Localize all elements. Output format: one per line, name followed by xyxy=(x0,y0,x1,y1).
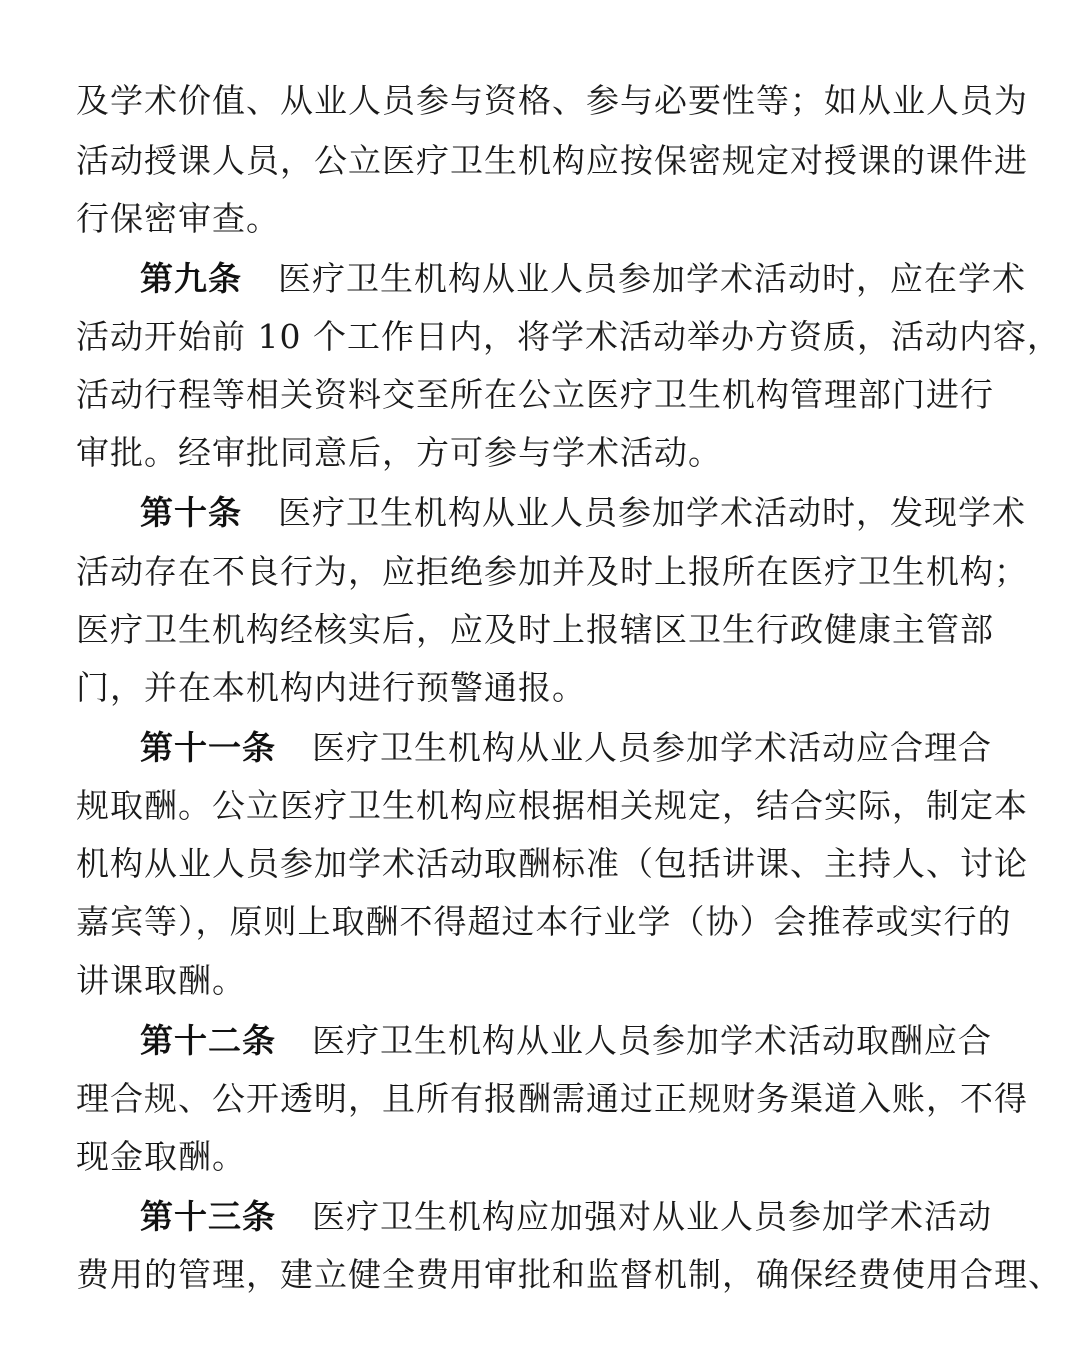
text-line: 活动授课人员，公立医疗卫生机构应按保密规定对授课的课件进 xyxy=(76,141,1028,180)
text-line: 活动存在不良行为，应拒绝参加并及时上报所在医疗卫生机构； xyxy=(76,552,1028,591)
article-number: 第十二条 xyxy=(140,1021,276,1060)
text-line: 医疗卫生机构从业人员参加学术活动取酬应合 xyxy=(312,1021,992,1060)
article-number: 第十三条 xyxy=(140,1197,276,1236)
text-line: 讲课取酬。 xyxy=(76,961,246,1000)
text-line: 活动开始前 10 个工作日内，将学术活动举办方资质，活动内容， xyxy=(76,317,1061,356)
text-line: 医疗卫生机构从业人员参加学术活动时，发现学术 xyxy=(278,493,1026,532)
text-line: 医疗卫生机构应加强对从业人员参加学术活动 xyxy=(312,1197,992,1236)
text-line: 审批。经审批同意后，方可参与学术活动。 xyxy=(76,433,722,472)
text-line: 活动行程等相关资料交至所在公立医疗卫生机构管理部门进行 xyxy=(76,375,994,414)
text-line: 行保密审查。 xyxy=(76,199,280,238)
text-line: 费用的管理，建立健全费用审批和监督机制，确保经费使用合理、 xyxy=(76,1255,1062,1294)
text-line: 门，并在本机构内进行预警通报。 xyxy=(76,668,586,707)
article-number: 第十条 xyxy=(140,493,242,532)
article-first-line xyxy=(140,250,1026,308)
text-line: 医疗卫生机构从业人员参加学术活动应合理合 xyxy=(312,728,992,767)
text-line: 规取酬。公立医疗卫生机构应根据相关规定，结合实际，制定本 xyxy=(76,786,1028,825)
article-number: 第九条 xyxy=(140,259,242,298)
text-line: 医疗卫生机构从业人员参加学术活动时，应在学术 xyxy=(278,259,1026,298)
text-line: 现金取酬。 xyxy=(76,1137,246,1176)
text-line: 嘉宾等），原则上取酬不得超过本行业学（协）会推荐或实行的 xyxy=(76,902,1012,941)
article-first-line xyxy=(140,1188,992,1246)
article-first-line xyxy=(140,484,1026,542)
article-first-line xyxy=(140,719,992,777)
text-line: 理合规、公开透明，且所有报酬需通过正规财务渠道入账，不得 xyxy=(76,1079,1028,1118)
article-number: 第十一条 xyxy=(140,728,276,767)
text-line: 机构从业人员参加学术活动取酬标准（包括讲课、主持人、讨论 xyxy=(76,844,1028,883)
text-line: 及学术价值、从业人员参与资格、参与必要性等；如从业人员为 xyxy=(76,81,1028,120)
text-line: 医疗卫生机构经核实后，应及时上报辖区卫生行政健康主管部 xyxy=(76,610,994,649)
article-first-line xyxy=(140,1012,992,1070)
